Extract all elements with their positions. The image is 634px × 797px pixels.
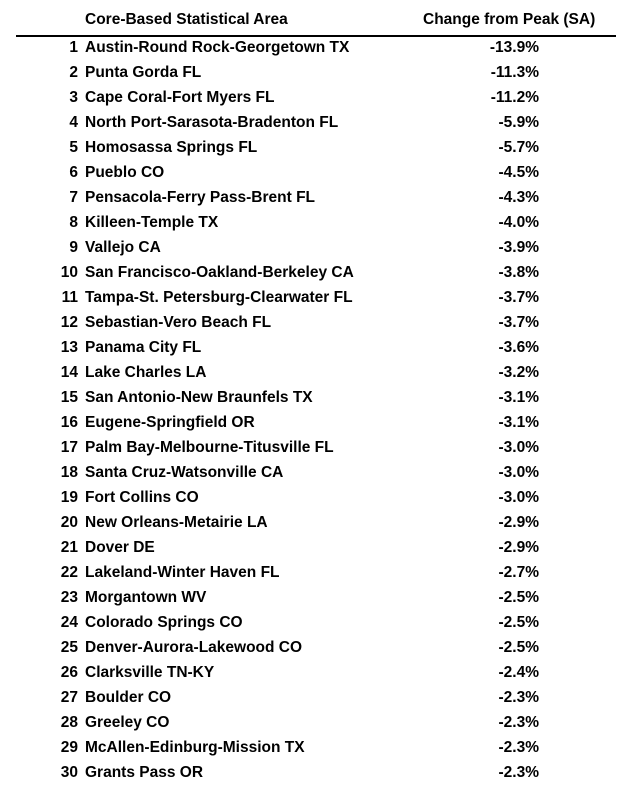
area-cell: San Antonio-New Braunfels TX xyxy=(85,389,313,406)
change-cell: -2.3% xyxy=(498,764,539,781)
area-cell: Panama City FL xyxy=(85,339,202,356)
area-cell: Colorado Springs CO xyxy=(85,614,243,631)
area-cell: Punta Gorda FL xyxy=(85,64,202,81)
change-cell: -3.7% xyxy=(498,289,539,306)
rank-cell: 17 xyxy=(60,439,78,456)
change-cell: -3.1% xyxy=(498,414,539,431)
change-cell: -11.2% xyxy=(490,89,539,106)
area-cell: Pensacola-Ferry Pass-Brent FL xyxy=(85,189,316,206)
table-row xyxy=(16,86,618,111)
area-cell: Cape Coral-Fort Myers FL xyxy=(85,89,275,106)
rank-cell: 26 xyxy=(60,664,78,681)
change-cell: -3.8% xyxy=(498,264,539,281)
table-row xyxy=(16,36,618,61)
change-cell: -3.0% xyxy=(498,439,539,456)
change-cell: -2.9% xyxy=(498,539,539,556)
change-column-header: Change from Peak (SA) xyxy=(423,11,596,28)
area-cell: Dover DE xyxy=(85,539,155,556)
table-row xyxy=(16,611,618,636)
ranking-table xyxy=(16,7,618,781)
rank-cell: 6 xyxy=(69,164,78,181)
area-cell: Denver-Aurora-Lakewood CO xyxy=(85,639,303,656)
area-cell: Eugene-Springfield OR xyxy=(85,414,255,431)
table-row xyxy=(16,486,618,511)
table-row xyxy=(16,261,618,286)
area-cell: Pueblo CO xyxy=(85,164,165,181)
area-cell: Morgantown WV xyxy=(85,589,207,606)
rank-cell: 9 xyxy=(69,239,78,256)
area-cell: Boulder CO xyxy=(85,689,172,706)
rank-cell: 2 xyxy=(69,64,78,81)
table-row xyxy=(16,411,618,436)
area-cell: Grants Pass OR xyxy=(85,764,204,781)
table-row xyxy=(16,336,618,361)
change-cell: -2.3% xyxy=(498,689,539,706)
area-cell: Greeley CO xyxy=(85,714,170,731)
table-row xyxy=(16,511,618,536)
table-row xyxy=(16,311,618,336)
table-row xyxy=(16,361,618,386)
area-cell: McAllen-Edinburg-Mission TX xyxy=(85,739,305,756)
table-row xyxy=(16,236,618,261)
table-row xyxy=(16,561,618,586)
change-cell: -3.0% xyxy=(498,464,539,481)
rank-cell: 16 xyxy=(60,414,78,431)
change-cell: -2.5% xyxy=(498,639,539,656)
rank-cell: 15 xyxy=(60,389,78,406)
table-row xyxy=(16,211,618,236)
table-row xyxy=(16,761,618,786)
table-row xyxy=(16,286,618,311)
change-cell: -2.4% xyxy=(498,664,539,681)
rank-cell: 19 xyxy=(60,489,78,506)
table-row xyxy=(16,161,618,186)
rank-cell: 20 xyxy=(60,514,78,531)
table-row xyxy=(16,586,618,611)
table-body xyxy=(16,36,618,786)
table-row xyxy=(16,61,618,86)
rank-cell: 13 xyxy=(60,339,78,356)
area-cell: Palm Bay-Melbourne-Titusville FL xyxy=(85,439,334,456)
change-cell: -4.3% xyxy=(498,189,539,206)
table-row xyxy=(16,461,618,486)
area-cell: San Francisco-Oakland-Berkeley CA xyxy=(85,264,354,281)
area-cell: Lakeland-Winter Haven FL xyxy=(85,564,280,581)
rank-cell: 12 xyxy=(60,314,78,331)
rank-cell: 14 xyxy=(60,364,78,381)
change-cell: -3.2% xyxy=(498,364,539,381)
rank-cell: 22 xyxy=(60,564,78,581)
rank-cell: 3 xyxy=(69,89,78,106)
rank-cell: 21 xyxy=(60,539,78,556)
rank-cell: 28 xyxy=(60,714,78,731)
change-cell: -2.7% xyxy=(498,564,539,581)
area-cell: Killeen-Temple TX xyxy=(85,214,219,231)
change-cell: -3.1% xyxy=(498,389,539,406)
change-cell: -4.0% xyxy=(498,214,539,231)
rank-cell: 24 xyxy=(60,614,78,631)
table-row xyxy=(16,661,618,686)
rank-cell: 8 xyxy=(69,214,78,231)
rank-cell: 5 xyxy=(69,139,78,156)
area-cell: Lake Charles LA xyxy=(85,364,207,381)
rank-cell: 7 xyxy=(69,189,78,206)
area-cell: Fort Collins CO xyxy=(85,489,199,506)
table-row xyxy=(16,536,618,561)
rank-cell: 27 xyxy=(60,689,78,706)
change-cell: -2.9% xyxy=(498,514,539,531)
table-row xyxy=(16,186,618,211)
area-cell: Clarksville TN-KY xyxy=(85,664,215,681)
rank-cell: 4 xyxy=(69,114,78,131)
table-header xyxy=(16,7,618,33)
area-column-header: Core-Based Statistical Area xyxy=(85,11,288,28)
change-cell: -5.7% xyxy=(498,139,539,156)
rank-cell: 29 xyxy=(60,739,78,756)
change-cell: -3.6% xyxy=(498,339,539,356)
rank-cell: 23 xyxy=(60,589,78,606)
table-row xyxy=(16,736,618,761)
change-cell: -3.9% xyxy=(498,239,539,256)
rank-cell: 1 xyxy=(69,39,78,56)
change-cell: -13.9% xyxy=(489,39,539,56)
area-cell: Santa Cruz-Watsonville CA xyxy=(85,464,284,481)
table-row xyxy=(16,386,618,411)
table-row xyxy=(16,436,618,461)
table-row xyxy=(16,111,618,136)
rank-cell: 25 xyxy=(60,639,78,656)
area-cell: Vallejo CA xyxy=(85,239,161,256)
area-cell: North Port-Sarasota-Bradenton FL xyxy=(85,114,339,131)
table-row xyxy=(16,136,618,161)
change-cell: -2.5% xyxy=(498,589,539,606)
change-cell: -5.9% xyxy=(498,114,539,131)
area-cell: Sebastian-Vero Beach FL xyxy=(85,314,272,331)
change-cell: -2.3% xyxy=(498,739,539,756)
area-cell: Tampa-St. Petersburg-Clearwater FL xyxy=(85,289,353,306)
change-cell: -2.5% xyxy=(498,614,539,631)
change-cell: -3.7% xyxy=(498,314,539,331)
table-row xyxy=(16,711,618,736)
rank-cell: 11 xyxy=(61,289,78,306)
rank-cell: 30 xyxy=(60,764,78,781)
area-cell: New Orleans-Metairie LA xyxy=(85,514,268,531)
change-cell: -2.3% xyxy=(498,714,539,731)
area-cell: Homosassa Springs FL xyxy=(85,139,258,156)
change-cell: -11.3% xyxy=(490,64,539,81)
area-cell: Austin-Round Rock-Georgetown TX xyxy=(85,39,350,56)
rank-cell: 18 xyxy=(60,464,78,481)
table-row xyxy=(16,686,618,711)
rank-cell: 10 xyxy=(60,264,78,281)
change-cell: -4.5% xyxy=(498,164,539,181)
change-cell: -3.0% xyxy=(498,489,539,506)
table-row xyxy=(16,636,618,661)
